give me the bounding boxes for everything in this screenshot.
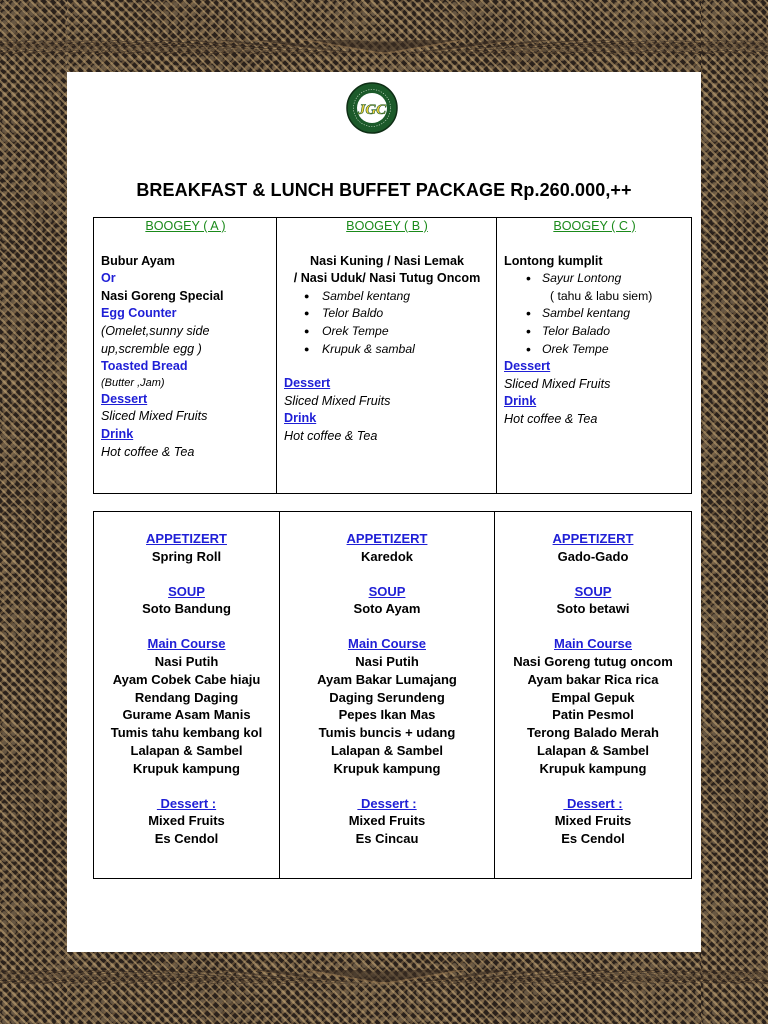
menu-item: Lontong kumplit bbox=[504, 253, 603, 268]
menu-note: (Omelet,sunny side bbox=[101, 323, 210, 338]
side-list bbox=[504, 270, 685, 288]
menu-item: Krupuk kampung bbox=[539, 760, 647, 776]
menu-item: Sliced Mixed Fruits bbox=[284, 393, 391, 408]
border-wave-bottom bbox=[0, 970, 768, 984]
section-label: SOUP bbox=[368, 583, 406, 599]
menu-item: Gurame Asam Manis bbox=[122, 707, 251, 723]
menu-item: Spring Roll bbox=[151, 548, 222, 564]
section-label: APPETIZERT bbox=[552, 531, 634, 546]
section-label: Dessert : bbox=[563, 795, 623, 811]
menu-item: Rendang Daging bbox=[134, 689, 239, 705]
section-label: Dessert bbox=[504, 359, 551, 374]
menu-item: Tumis buncis + udang bbox=[318, 725, 456, 741]
menu-item: Ayam bakar Rica rica bbox=[527, 671, 659, 687]
section-label: Egg Counter bbox=[101, 306, 177, 321]
menu-item: Soto Ayam bbox=[353, 601, 421, 617]
section-label: Main Course bbox=[147, 636, 226, 652]
menu-item: Hot coffee & Tea bbox=[504, 411, 598, 426]
menu-item: Hot coffee & Tea bbox=[284, 428, 378, 443]
breakfast-column-b bbox=[277, 218, 497, 494]
menu-item: Sliced Mixed Fruits bbox=[504, 376, 611, 391]
page-title: BREAKFAST & LUNCH BUFFET PACKAGE Rp.260.000,++ bbox=[136, 180, 632, 200]
menu-item: Mixed Fruits bbox=[554, 813, 632, 829]
side-list bbox=[284, 288, 490, 358]
menu-item: Nasi Goreng tutug oncom bbox=[513, 653, 673, 669]
list-item: • Sambel kentang bbox=[524, 305, 685, 323]
column-header: BOOGEY ( C ) bbox=[553, 219, 636, 233]
svg-text:JGC: JGC bbox=[357, 102, 387, 118]
list-item: ● Krupuk & sambal bbox=[304, 341, 490, 359]
list-item: ● Orek Tempe bbox=[304, 323, 490, 341]
breakfast-table bbox=[93, 217, 692, 494]
menu-item: Sliced Mixed Fruits bbox=[101, 409, 208, 424]
menu-item: Ayam Bakar Lumajang bbox=[317, 671, 457, 687]
column-header: BOOGEY ( B ) bbox=[346, 219, 428, 233]
menu-item: Nasi Kuning / Nasi Lemak bbox=[310, 253, 464, 268]
menu-item: / Nasi Uduk/ Nasi Tutug Oncom bbox=[293, 271, 481, 286]
section-label: Dessert bbox=[101, 391, 148, 406]
list-item-text: Sayur Lontong bbox=[542, 271, 622, 286]
menu-item: Krupuk kampung bbox=[133, 760, 240, 776]
section-label: APPETIZERT bbox=[146, 531, 227, 546]
section-label: Drink bbox=[101, 426, 134, 441]
section-label: SOUP bbox=[574, 583, 612, 599]
menu-item: Soto betawi bbox=[556, 601, 630, 617]
section-label: Toasted Bread bbox=[101, 359, 188, 374]
menu-item: Es Cincau bbox=[355, 831, 419, 847]
section-label: Drink bbox=[284, 411, 317, 426]
menu-item: Empal Gepuk bbox=[551, 689, 635, 705]
side-list bbox=[504, 305, 685, 358]
breakfast-column-c bbox=[497, 218, 692, 494]
menu-note: ( tahu & labu siem) bbox=[550, 288, 653, 303]
menu-item: Nasi Putih bbox=[154, 653, 219, 669]
list-item: ● Telor Baldo bbox=[304, 305, 490, 323]
decorative-border-top bbox=[0, 0, 768, 72]
menu-item: Bubur Ayam bbox=[101, 253, 175, 268]
menu-item: Lalapan & Sambel bbox=[130, 742, 243, 758]
list-item bbox=[524, 270, 685, 288]
menu-item: Mixed Fruits bbox=[348, 813, 426, 829]
menu-item: Nasi Goreng Special bbox=[101, 288, 224, 303]
menu-item: Soto Bandung bbox=[142, 601, 231, 617]
menu-item: Pepes Ikan Mas bbox=[338, 707, 436, 723]
list-item: ● Sambel kentang bbox=[304, 288, 490, 306]
menu-item: Terong Balado Merah bbox=[527, 725, 659, 741]
lunch-column-1 bbox=[94, 512, 280, 879]
or-label: Or bbox=[101, 271, 116, 286]
decorative-border-bottom bbox=[0, 952, 768, 1024]
section-label: Dessert : bbox=[357, 795, 417, 811]
menu-item: Daging Serundeng bbox=[329, 689, 445, 705]
menu-item: Nasi Putih bbox=[355, 653, 419, 669]
menu-item: Mixed Fruits bbox=[148, 813, 225, 829]
menu-item: Tumis tahu kembang kol bbox=[110, 725, 263, 741]
section-label: Main Course bbox=[347, 636, 426, 652]
menu-item: Patin Pesmol bbox=[552, 707, 634, 723]
menu-note: up,scremble egg ) bbox=[101, 341, 202, 356]
decorative-border-right bbox=[701, 0, 768, 1024]
list-item: • Orek Tempe bbox=[524, 341, 685, 359]
section-label: Dessert bbox=[284, 376, 331, 391]
border-wave-top bbox=[0, 40, 768, 54]
menu-item: Gado-Gado bbox=[557, 548, 629, 564]
section-label: Drink bbox=[504, 394, 537, 409]
lunch-column-2 bbox=[280, 512, 495, 879]
menu-item: Es Cendol bbox=[561, 831, 625, 847]
menu-item: Hot coffee & Tea bbox=[101, 444, 195, 459]
section-label: SOUP bbox=[168, 583, 205, 599]
menu-item: Krupuk kampung bbox=[333, 760, 441, 776]
menu-item: Lalapan & Sambel bbox=[537, 742, 649, 758]
section-label: Main Course bbox=[553, 636, 632, 652]
menu-note: (Butter ,Jam) bbox=[101, 376, 165, 389]
section-label: Dessert : bbox=[156, 795, 217, 811]
lunch-column-3 bbox=[495, 512, 692, 879]
section-label: APPETIZERT bbox=[346, 531, 428, 546]
breakfast-column-a bbox=[94, 218, 277, 494]
menu-item: Lalapan & Sambel bbox=[331, 742, 443, 758]
list-item: • Telor Balado bbox=[524, 323, 685, 341]
menu-item: Es Cendol bbox=[154, 831, 219, 847]
column-header: BOOGEY ( A ) bbox=[145, 219, 226, 233]
club-logo bbox=[341, 82, 403, 134]
menu-item: Karedok bbox=[360, 548, 414, 564]
lunch-table bbox=[93, 511, 692, 879]
menu-item: Ayam Cobek Cabe hiaju bbox=[112, 671, 261, 687]
decorative-border-left bbox=[0, 0, 67, 1024]
